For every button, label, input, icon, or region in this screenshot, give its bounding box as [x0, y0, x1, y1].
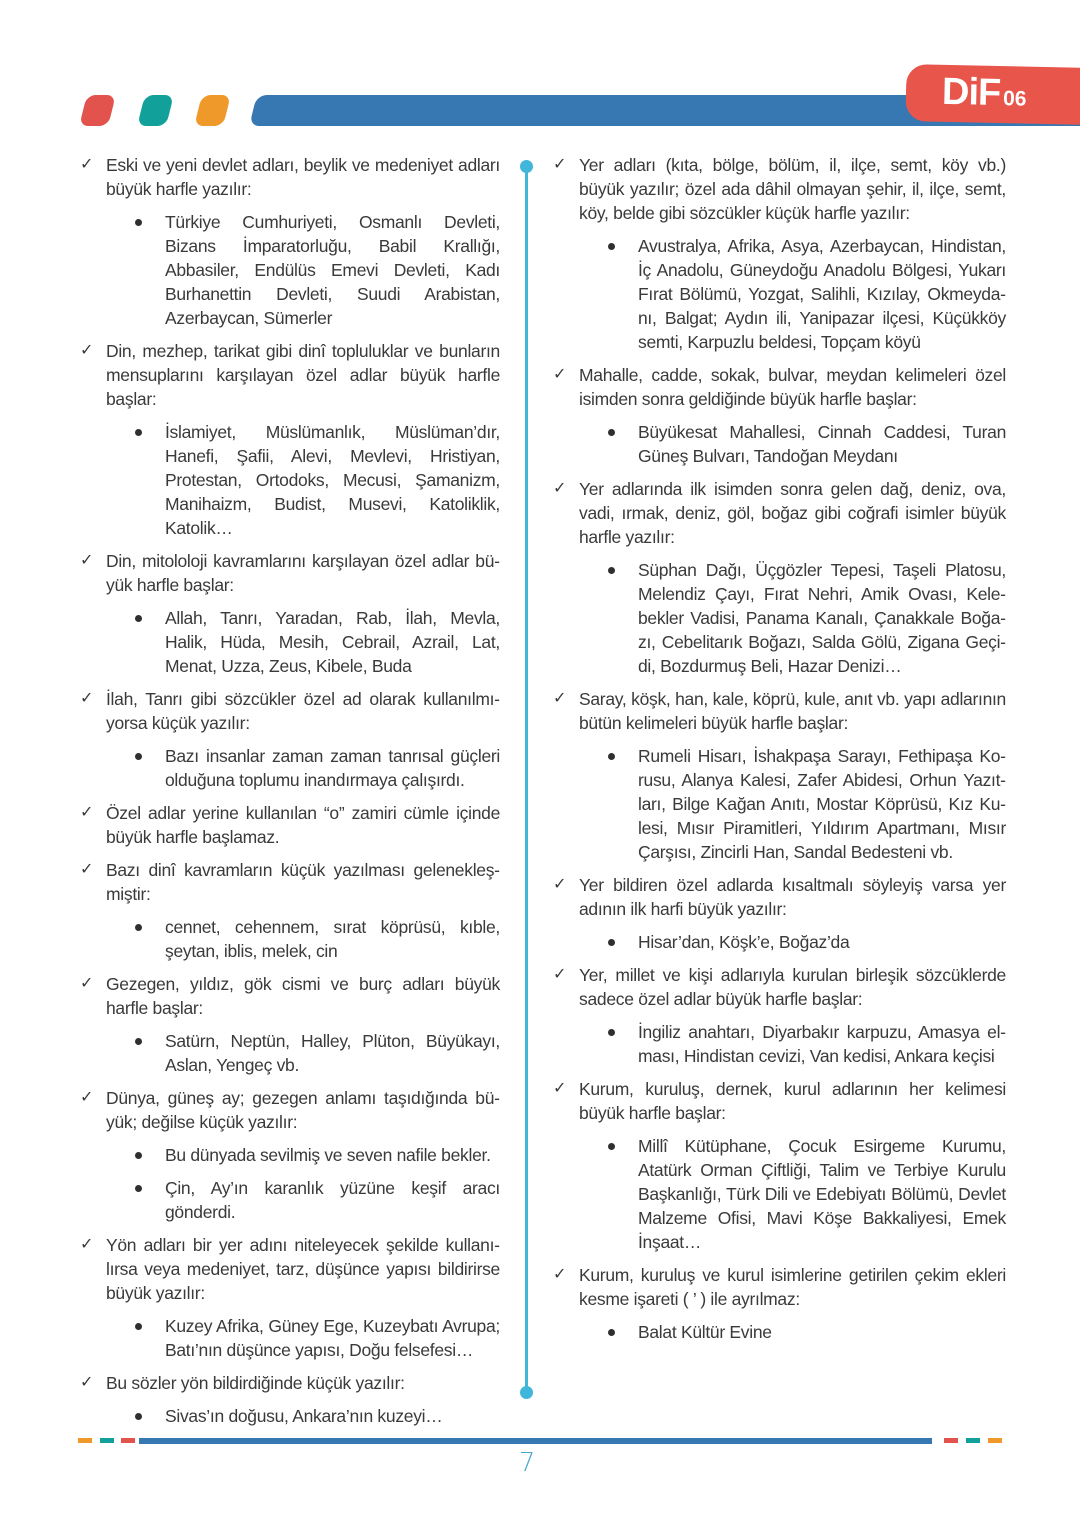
item-text: Sivas’ın doğusu, Ankara’nın kuzeyi… [165, 1406, 443, 1426]
item-text: Mahalle, cadde, sokak, bulvar, meydan kelimeleri özel isimden sonra geldiğinde büyük harfle başlar: [579, 365, 1006, 409]
example-item [80, 1314, 500, 1362]
check-icon: ✓ [553, 966, 567, 983]
left-column [80, 153, 500, 1437]
bullet-icon [135, 915, 165, 963]
rule-item [553, 153, 1006, 225]
check-icon: ✓ [553, 690, 567, 707]
check-icon: ✓ [553, 1266, 567, 1283]
right-column [553, 153, 1006, 1353]
rule-item [553, 1263, 1006, 1311]
bullet-icon [608, 420, 638, 468]
item-text: Din, mitololoji kavramlarını karşılayan özel adlar büyük harfle başlar: [106, 551, 500, 595]
example-item [80, 606, 500, 678]
header-chip-teal [137, 95, 174, 126]
item-text: Dünya, güneş ay; gezegen anlamı taşıdığında büyük; değilse küçük yazılır: [106, 1088, 500, 1132]
rule-item [553, 1077, 1006, 1125]
rule-item [80, 1371, 500, 1395]
check-icon: ✓ [553, 1080, 567, 1097]
footer-dash-teal-left [100, 1438, 114, 1443]
check-icon: ✓ [80, 1236, 94, 1253]
bullet-icon [135, 1143, 165, 1167]
item-text: Büyükesat Mahallesi, Cinnah Caddesi, Turan Güneş Bulvarı, Tandoğan Meydanı [638, 422, 1006, 466]
item-text: Rumeli Hisarı, İshakpaşa Sarayı, Fethipaşa Korusu, Alanya Kalesi, Zafer Abidesi, Orhun Yazıtları, Bilge Kağan Anıtı, Mostar Köprüsü, Kız Kulesi, Mısır Piramitleri, Yıldırım Apartmanı, Mısır Çarşısı, Zincirli Han, Sandal Bedesteni vb. [638, 746, 1006, 862]
item-text: İslamiyet, Müslümanlık, Müslüman’dır, Hanefi, Şafii, Alevi, Mevlevi, Hristiyan, Protestan, Ortodoks, Mecusi, Şamanizm, Manihaizm, Budist, Musevi, Katoliklik, Katolik… [165, 422, 500, 538]
rule-item [80, 339, 500, 411]
item-text: Eski ve yeni devlet adları, beylik ve medeniyet adları büyük harfle yazılır: [106, 155, 500, 199]
header-chip-red [79, 95, 116, 126]
bullet-icon [135, 1404, 165, 1428]
example-item [80, 1143, 500, 1167]
item-text: Kuzey Afrika, Güney Ege, Kuzeybatı Avrupa; Batı’nın düşünce yapısı, Doğu felsefesi… [165, 1316, 500, 1360]
rule-item [80, 1086, 500, 1134]
example-item [553, 558, 1006, 678]
item-text: Bu sözler yön bildirdiğinde küçük yazılır: [106, 1373, 405, 1393]
rule-item [80, 153, 500, 201]
item-text: Yer, millet ve kişi adlarıyla kurulan birleşik sözcüklerde sadece özel adlar büyük harfle başlar: [579, 965, 1006, 1009]
example-item [553, 420, 1006, 468]
bullet-icon [135, 1314, 165, 1362]
rule-item [80, 801, 500, 849]
item-text: Yer adlarında ilk isimden sonra gelen dağ, deniz, ova, vadi, ırmak, deniz, göl, boğaz gibi coğrafi isimler büyük harfle yazılır: [579, 479, 1006, 547]
item-text: Saray, köşk, han, kale, köprü, kule, anıt vb. yapı adlarının bütün kelimeleri büyük harfle başlar: [579, 689, 1006, 733]
example-item [553, 1134, 1006, 1254]
dif-logo: DiF [941, 70, 1001, 115]
rule-item [80, 972, 500, 1020]
footer-dash-orange-left [78, 1438, 92, 1443]
dif-logo-banner [905, 64, 1080, 125]
example-item [80, 1176, 500, 1224]
bullet-icon [608, 1134, 638, 1254]
item-text: Balat Kültür Evine [638, 1322, 772, 1342]
example-item [553, 930, 1006, 954]
check-icon: ✓ [80, 804, 94, 821]
check-icon: ✓ [553, 876, 567, 893]
check-icon: ✓ [80, 156, 94, 173]
item-text: Süphan Dağı, Üçgözler Tepesi, Taşeli Platosu, Melendiz Çayı, Fırat Nehri, Amik Ovası, Kelebekler Vadisi, Panama Kanalı, Çanakkale Boğazı, Cebelitarık Boğazı, Salda Gölü, Zigana Geçidi, Bozdurmuş Beli, Hazar Denizi… [638, 560, 1006, 676]
check-icon: ✓ [80, 1089, 94, 1106]
footer-bar [139, 1438, 932, 1444]
footer-dash-red-left [121, 1438, 135, 1443]
rule-item [553, 363, 1006, 411]
footer-dash-red-right [944, 1438, 958, 1443]
example-item [553, 234, 1006, 354]
bullet-icon [135, 606, 165, 678]
bullet-icon [608, 1320, 638, 1344]
item-text: Gezegen, yıldız, gök cismi ve burç adları büyük harfle başlar: [106, 974, 500, 1018]
item-text: İngiliz anahtarı, Diyarbakır karpuzu, Amasya elması, Hindistan cevizi, Van kedisi, Ankara keçisi [638, 1022, 1006, 1066]
rule-item [553, 477, 1006, 549]
item-text: İlah, Tanrı gibi sözcükler özel ad olarak kullanılmıyorsa küçük yazılır: [106, 689, 500, 733]
example-item [80, 744, 500, 792]
example-item [553, 744, 1006, 864]
item-text: Bazı insanlar zaman zaman tanrısal güçleri olduğuna toplumu inandırmaya çalışırdı. [165, 746, 500, 790]
item-text: Bazı dinî kavramların küçük yazılması gelenekleşmiştir: [106, 860, 500, 904]
bullet-icon [135, 1176, 165, 1224]
check-icon: ✓ [553, 156, 567, 173]
rule-item [80, 549, 500, 597]
item-text: Avustralya, Afrika, Asya, Azerbaycan, Hindistan, İç Anadolu, Güneydoğu Anadolu Bölgesi, Yukarı Fırat Bölümü, Yozgat, Salihli, Kızılay, Okmeydanı, Balgat; Aydın ili, Yanipazar ilçesi, Küçükköy semti, Karpuzlu beldesi, Topçam köyü [638, 236, 1006, 352]
example-item [80, 1029, 500, 1077]
item-text: Yön adları bir yer adını niteleyecek şekilde kullanılırsa veya medeniyet, tarz, düşünce yapısı bildirirse büyük yazılır: [106, 1235, 500, 1303]
divider-top-dot [520, 160, 533, 173]
item-text: Hisar’dan, Köşk’e, Boğaz’da [638, 932, 850, 952]
example-item [80, 210, 500, 330]
divider-bottom-dot [520, 1386, 533, 1399]
check-icon: ✓ [553, 480, 567, 497]
bullet-icon [135, 420, 165, 540]
example-item [80, 915, 500, 963]
item-text: Özel adlar yerine kullanılan “o” zamiri cümle içinde büyük harfle başlamaz. [106, 803, 500, 847]
rule-item [80, 1233, 500, 1305]
bullet-icon [608, 930, 638, 954]
item-text: Yer bildiren özel adlarda kısaltmalı söyleyiş varsa yer adının ilk harfi büyük yazılır: [579, 875, 1006, 919]
check-icon: ✓ [553, 366, 567, 383]
rule-item [80, 687, 500, 735]
bullet-icon [135, 1029, 165, 1077]
bullet-icon [608, 744, 638, 864]
rule-item [553, 963, 1006, 1011]
header-chip-orange [194, 95, 231, 126]
page-number: 7 [518, 1448, 536, 1478]
item-text: Bu dünyada sevilmiş ve seven nafile bekler. [165, 1145, 491, 1165]
dif-logo-number: 06 [1002, 87, 1027, 111]
item-text: cennet, cehennem, sırat köprüsü, kıble, şeytan, iblis, melek, cin [165, 917, 500, 961]
bullet-icon [608, 558, 638, 678]
item-text: Çin, Ay’ın karanlık yüzüne keşif aracı gönderdi. [165, 1178, 500, 1222]
item-text: Türkiye Cumhuriyeti, Osmanlı Devleti, Bizans İmparatorluğu, Babil Krallığı, Abbasiler, Endülüs Emevi Devleti, Kadı Burhanettin Devleti, Suudi Arabistan, Azerbaycan, Sümerler [165, 212, 500, 328]
bullet-icon [135, 210, 165, 330]
example-item [80, 1404, 500, 1428]
check-icon: ✓ [80, 861, 94, 878]
check-icon: ✓ [80, 690, 94, 707]
item-text: Yer adları (kıta, bölge, bölüm, il, ilçe, semt, köy vb.) büyük yazılır; özel ada dâhil olmayan şehir, il, ilçe, semt, köy, belde gibi sözcükler küçük harfle yazılır: [579, 155, 1006, 223]
example-item [553, 1020, 1006, 1068]
check-icon: ✓ [80, 1374, 94, 1391]
example-item [553, 1320, 1006, 1344]
column-divider [525, 166, 528, 1392]
rule-item [553, 687, 1006, 735]
rule-item [553, 873, 1006, 921]
footer-dash-orange-right [988, 1438, 1002, 1443]
footer-dash-teal-right [966, 1438, 980, 1443]
rule-item [80, 858, 500, 906]
check-icon: ✓ [80, 342, 94, 359]
bullet-icon [135, 744, 165, 792]
bullet-icon [608, 234, 638, 354]
bullet-icon [608, 1020, 638, 1068]
example-item [80, 420, 500, 540]
item-text: Kurum, kuruluş, dernek, kurul adlarının her kelimesi büyük harfle başlar: [579, 1079, 1006, 1123]
check-icon: ✓ [80, 552, 94, 569]
item-text: Allah, Tanrı, Yaradan, Rab, İlah, Mevla, Halik, Hüda, Mesih, Cebrail, Azrail, Lat, Menat, Uzza, Zeus, Kibele, Buda [165, 608, 500, 676]
item-text: Kurum, kuruluş ve kurul isimlerine getirilen çekim ekleri kesme işareti ( ’ ) ile ayrılmaz: [579, 1265, 1006, 1309]
item-text: Millî Kütüphane, Çocuk Esirgeme Kurumu, Atatürk Orman Çiftliği, Talim ve Terbiye Kurulu Başkanlığı, Türk Dili ve Edebiyatı Bölümü, Devlet Malzeme Ofisi, Mavi Köşe Bakkaliyesi, Emek İnşaat… [638, 1136, 1006, 1252]
item-text: Satürn, Neptün, Halley, Plüton, Büyükayı, Aslan, Yengeç vb. [165, 1031, 500, 1075]
item-text: Din, mezhep, tarikat gibi dinî topluluklar ve bunların mensuplarını karşılayan özel adlar büyük harfle başlar: [106, 341, 500, 409]
check-icon: ✓ [80, 975, 94, 992]
